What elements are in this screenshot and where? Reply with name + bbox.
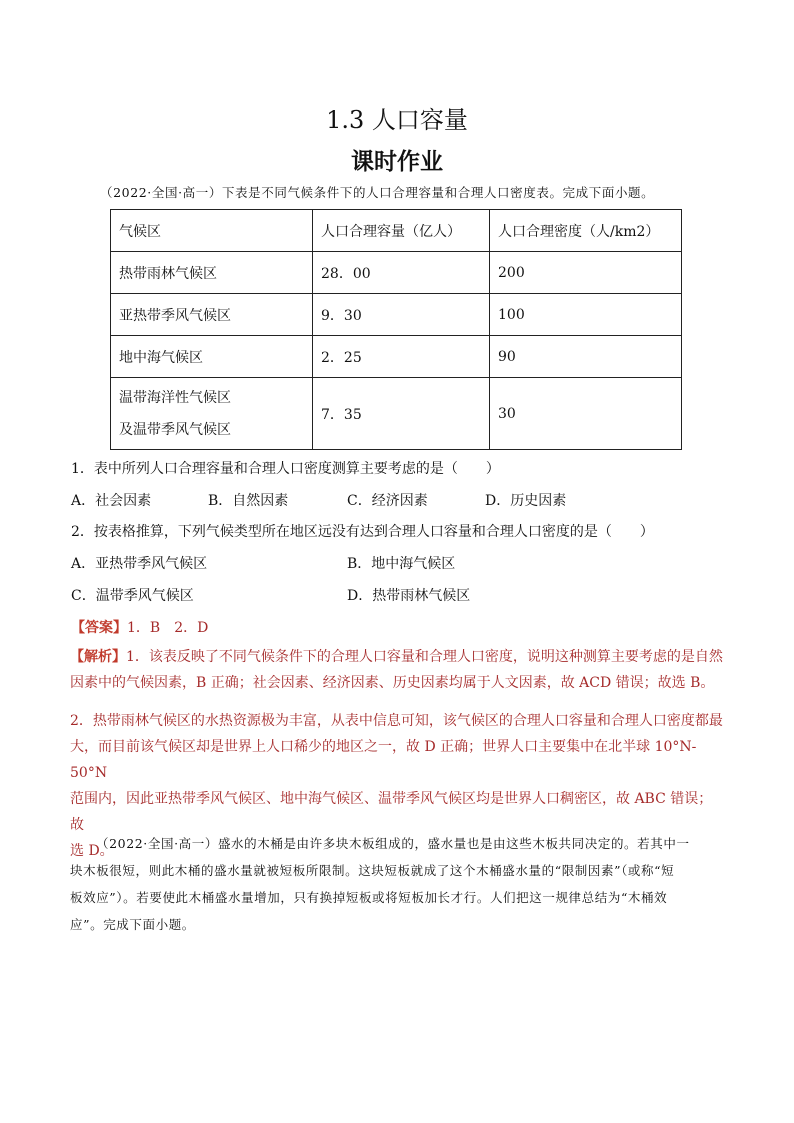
analysis-paragraph-1: [70, 644, 726, 696]
question-1-stem: 1．表中所列人口合理容量和合理人口密度测算主要考虑的是（ ）: [71, 461, 500, 477]
table-cell: 100: [490, 294, 682, 336]
analysis-line: 范围内，因此亚热带季风气候区、地中海气候区、温带季风气候区均是世界人口稠密区，故 ABC 错误；故: [70, 791, 713, 833]
table-row: [111, 294, 682, 336]
table-cell: 地中海气候区: [111, 336, 313, 378]
answer-tag: 【答案】: [71, 620, 127, 636]
table-row: [111, 378, 682, 450]
document-title: 1.3 人口容量: [326, 106, 468, 134]
table-cell: 热带雨林气候区: [111, 252, 313, 294]
table-cell: 28．00: [313, 252, 490, 294]
answer-line: [71, 617, 208, 637]
question-intro: （2022·全国·高一）下表是不同气候条件下的人口合理容量和合理人口密度表。完成下面小题。: [100, 185, 655, 200]
q1-option-c: C．经济因素: [347, 493, 428, 509]
analysis-line: 【解析】1．该表反映了不同气候条件下的合理人口容量和合理人口密度，说明这种测算主要考虑的是自然: [70, 649, 723, 665]
analysis-line: 选 D。: [70, 843, 114, 859]
analysis-line: 大，而目前该气候区却是世界上人口稀少的地区之一，故 D 正确；世界人口主要集中在北半球 10°N-50°N: [70, 739, 697, 781]
passage-line: 板效应”）。若要使此木桶盛水量增加，只有换掉短板或将短板加长才行。人们把这一规律总结为“木桶效: [70, 890, 668, 905]
answer-text: 1．B 2．D: [127, 620, 209, 636]
table-cell: 90: [490, 336, 682, 378]
document-subtitle: 课时作业: [351, 148, 443, 175]
analysis-line: 因素中的气候因素，B 正确；社会因素、经济因素、历史因素均属于人文因素，故 ACD 错误；故选 B。: [70, 675, 715, 691]
table-cell: 9．30: [313, 294, 490, 336]
table-cell: 亚热带季风气候区: [111, 294, 313, 336]
q2-option-c: C．温带季风气候区: [71, 588, 194, 604]
q2-option-a: A．亚热带季风气候区: [71, 556, 208, 572]
table-cell: 200: [490, 252, 682, 294]
q1-option-a: A．社会因素: [71, 493, 152, 509]
passage-line: （2022·全国·高一）盛水的木桶是由许多块木板组成的，盛水量也是由这些木板共同决定的。若其中一: [96, 836, 690, 851]
table-row: [111, 336, 682, 378]
analysis-tag: 【解析】: [70, 649, 126, 665]
climate-table: [110, 209, 682, 450]
table-header-cell: 气候区: [111, 210, 313, 252]
table-row: [111, 252, 682, 294]
table-header-row: [111, 210, 682, 252]
analysis-line: 2．热带雨林气候区的水热资源极为丰富，从表中信息可知，该气候区的合理人口容量和合理人口密度都最: [70, 713, 723, 729]
passage-line: 块木板很短，则此木桶的盛水量就被短板所限制。这块短板就成了这个木桶盛水量的“限制因素”（或称“短: [70, 863, 675, 878]
question-2-stem: 2．按表格推算，下列气候类型所在地区远没有达到合理人口容量和合理人口密度的是（ ）: [71, 524, 654, 540]
table-header-cell: 人口合理密度（人/km2）: [490, 210, 682, 252]
q1-option-d: D．历史因素: [485, 493, 567, 509]
table-cell: 2．25: [313, 336, 490, 378]
passage-2: [70, 830, 726, 938]
passage-line: 应”。完成下面小题。: [70, 917, 195, 932]
table-cell-line: 温带海洋性气候区: [119, 389, 231, 406]
table-header-cell: 人口合理容量（亿人）: [313, 210, 490, 252]
table-cell: 30: [490, 378, 682, 450]
q2-option-b: B．地中海气候区: [347, 556, 456, 572]
q2-option-d: D．热带雨林气候区: [347, 588, 471, 604]
table-cell-line: 及温带季风气候区: [119, 421, 231, 438]
table-cell: 7．35: [313, 378, 490, 450]
q1-option-b: B．自然因素: [208, 493, 289, 509]
table-cell: [111, 378, 313, 450]
